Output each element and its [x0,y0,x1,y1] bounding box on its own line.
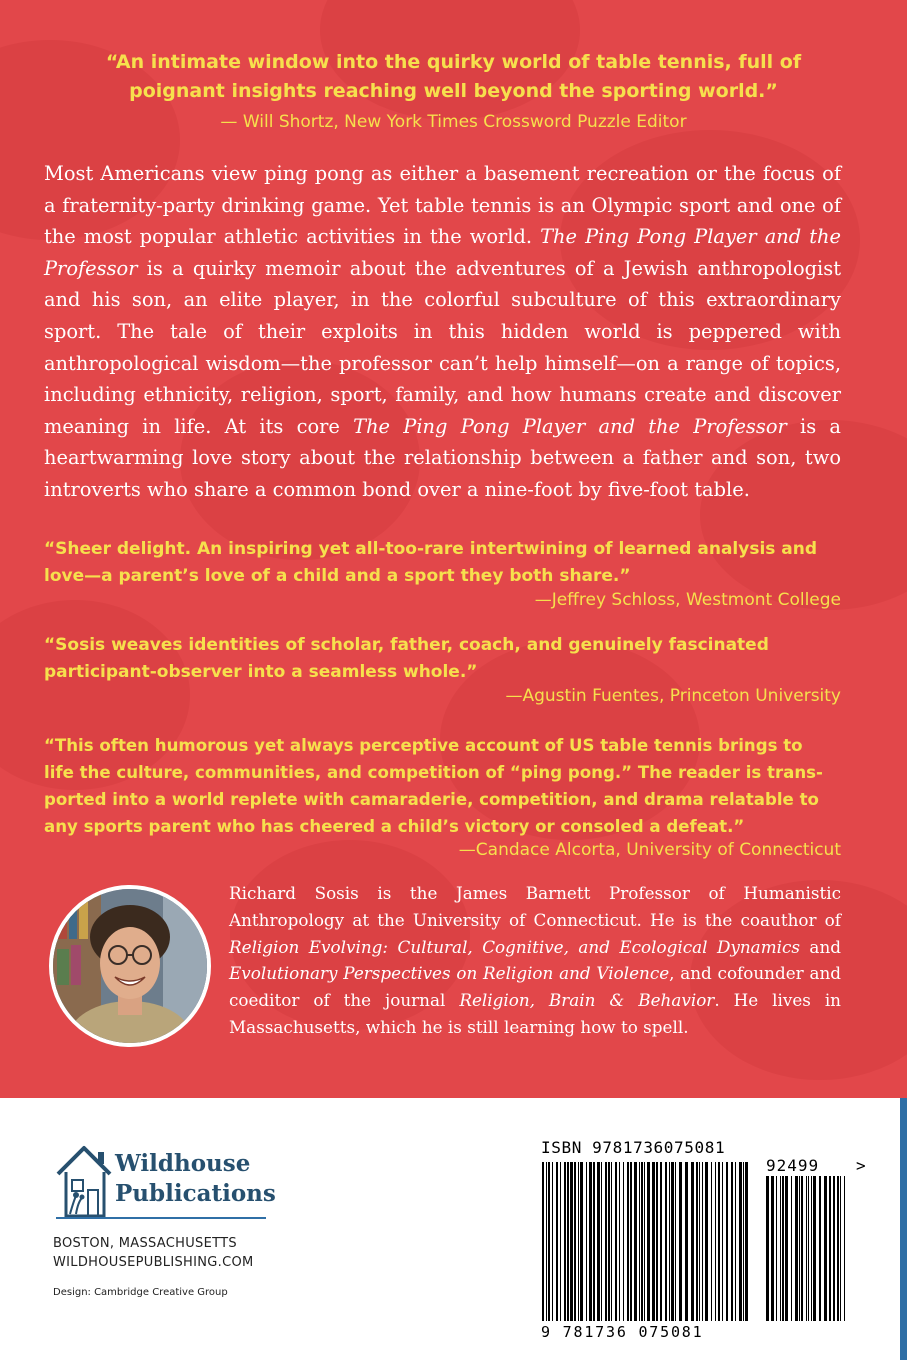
quote-alcorta [44,732,844,840]
book-description [44,158,841,506]
publisher-city: BOSTON, MASSACHUSETTS [53,1236,237,1251]
author-bio [229,880,841,1041]
barcode-addon-icon [766,1176,845,1321]
spine-edge [900,1098,907,1360]
barcode-digits: 9 781736 075081 [541,1323,704,1341]
bio-text: , and cofounder and coeditor of the journal [229,963,841,1011]
quote-fuentes [44,632,844,686]
publisher-name: Publications [115,1180,276,1207]
quote-line: “Sheer delight. An inspiring yet all-too-rare intertwining of learned analysis and [44,539,818,559]
book-title: Evolutionary Perspectives on Religion and Violence [229,963,670,984]
publisher-website: WILDHOUSEPUBLISHING.COM [53,1255,254,1270]
author-photo [49,885,211,1047]
quote-line: poignant insights reaching well beyond the sporting world.” [129,80,778,102]
price-arrow: > [856,1156,866,1175]
publisher-name: Wildhouse [115,1150,251,1177]
book-title: Religion Evolving: Cultural, Cognitive, and Ecological Dynamics [229,936,800,957]
barcode-icon [542,1162,751,1321]
quote-attribution: — Will Shortz, New York Times Crossword Puzzle Editor [220,112,687,132]
quote-attribution: —Jeffrey Schloss, Westmont College [534,590,841,610]
quote-line: “An intimate window into the quirky world of table tennis, full of [105,51,802,73]
quote-shortz [60,48,847,106]
blurb-text: is a quirky memoir about the adventures of a Jewish anthropologist and his son, an elite player, in the colorful subculture of this extraordinary sport. The tale of their exploits in this hidden world is peppered with anthropological wisdom—the professor can’t help himself—on a range of topics, including ethnicity, religion, sport, family, and how humans create and discover meaning in life. At its core [44,256,841,438]
quote-attribution: —Candace Alcorta, University of Connecticut [458,840,841,860]
quote-line: any sports parent who has cheered a child’s victory or consoled a defeat.” [44,817,745,836]
quote-line: ported into a world replete with camaraderie, competition, and drama relatable to [44,790,819,809]
bio-text: and [799,936,841,957]
quote-line: “This often humorous yet always perceptive account of US table tennis brings to [44,736,803,755]
quote-attribution: —Agustin Fuentes, Princeton University [505,686,841,706]
design-credit: Design: Cambridge Creative Group [53,1287,228,1298]
book-title: The Ping Pong Player and the Professor [44,225,841,280]
price-code: 92499 [766,1156,820,1175]
quote-line: life the culture, communities, and competition of “ping pong.” The reader is trans- [44,763,823,782]
isbn-label: ISBN 9781736075081 [541,1138,726,1157]
blurb-text: Most Americans view ping pong as either a basement recreation or the focus of a fraternity-party drinking game. Yet table tennis is an Olympic sport and one of the most popular athletic activities in the world. [44,162,841,249]
quote-schloss [44,536,844,590]
bio-text: Richard Sosis is the James Barnett Professor of Humanistic Anthropology at the University of Connecticut. He is the coauthor of [229,883,841,930]
blurb-text: is a heartwarming love story about the relationship between a father and son, two introverts who share a common bond over a nine-foot by five-foot table. [44,414,841,501]
book-title: The Ping Pong Player and the Professor [353,414,787,438]
journal-title: Religion, Brain & Behavior [459,990,715,1011]
divider [56,1217,266,1219]
quote-line: “Sosis weaves identities of scholar, father, coach, and genuinely fascinated [44,635,769,655]
author-portrait-icon [53,889,207,1043]
bio-text: . He lives in Massachusetts, which he is still learning how to spell. [229,990,841,1037]
quote-line: participant-observer into a seamless whole.” [44,662,478,682]
quote-line: love—a parent’s love of a child and a sport they both share.” [44,566,631,586]
